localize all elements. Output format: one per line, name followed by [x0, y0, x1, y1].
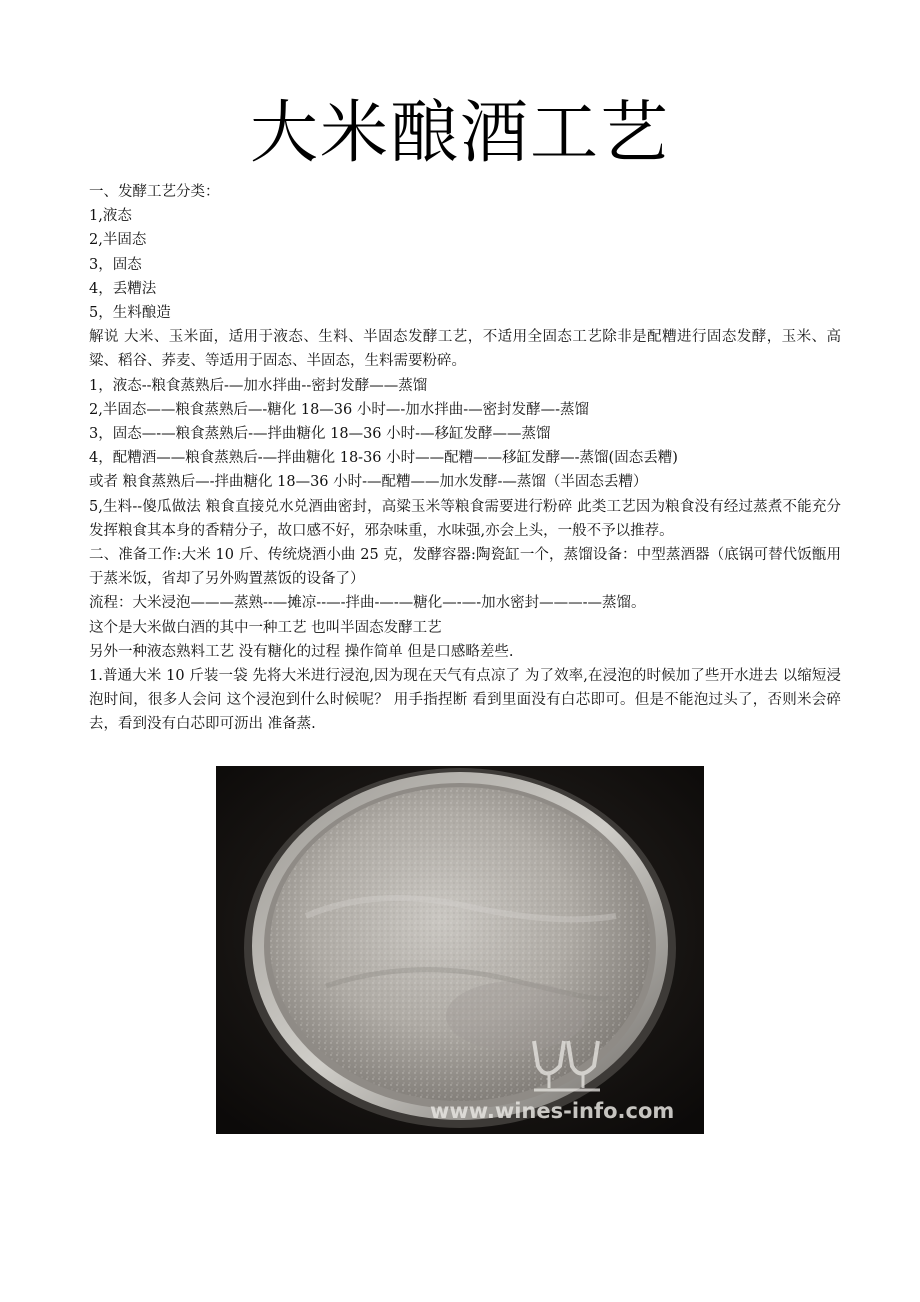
process-line: 或者 粮食蒸熟后—-拌曲糖化 18—36 小时-—配糟——加水发酵-—蒸馏（半固态丢糟）: [89, 474, 648, 491]
document-body: [89, 180, 841, 737]
raw-method-paragraph: 5,生料--傻瓜做法 粮食直接兑水兑酒曲密封，高粱玉米等粮食需要进行粉碎 此类工艺因为粮食没有经过蒸煮不能充分发挥粮食其本身的香精分子，故口感不好，邪杂味重，水味强,亦会上头，一般不予以推荐。: [89, 498, 841, 539]
process-line: 3，固态—-—粮食蒸熟后-—拌曲糖化 18—36 小时-—移缸发酵——蒸馏: [89, 426, 551, 443]
list-item: 3，固态: [89, 256, 142, 273]
process-line: 2,半固态——粮食蒸熟后—-糖化 18—36 小时—-加水拌曲-—密封发酵—-蒸馏: [89, 401, 590, 418]
list-item: 5，生料酿造: [89, 305, 171, 322]
note-line: 这个是大米做白酒的其中一种工艺 也叫半固态发酵工艺: [89, 619, 442, 636]
step-one-paragraph: 1.普通大米 10 斤装一袋 先将大米进行浸泡,因为现在天气有点凉了 为了效率,在浸泡的时候加了些开水进去 以缩短浸泡时间，很多人会问 这个浸泡到什么时候呢？ 用手指捏断 看到里面没有白芯即可。但是不能泡过头了，否则米会碎去，看到没有白芯即可沥出 准备蒸.: [89, 668, 841, 733]
list-item: 4，丢糟法: [89, 280, 157, 297]
list-item: 2,半固态: [89, 232, 147, 249]
process-line: 4，配糟酒——粮食蒸熟后-—拌曲糖化 18-36 小时——配糟——移缸发酵—-蒸馏(固态丢糟): [89, 450, 678, 467]
note-line: 另外一种液态熟料工艺 没有糖化的过程 操作简单 但是口感略差些.: [89, 643, 514, 660]
preparation-paragraph: 二、准备工作:大米 10 斤、传统烧酒小曲 25 克，发酵容器:陶瓷缸一个，蒸馏设备：中型蒸酒器（底锅可替代饭甑用于蒸米饭，省却了另外购置蒸饭的设备了）: [89, 547, 841, 588]
watermark-url: www.wines-info.com: [430, 1099, 675, 1123]
explanation-paragraph: 解说 大米、玉米面，适用于液态、生料、半固态发酵工艺，不适用全固态工艺除非是配糟进行固态发酵，玉米、高粱、稻谷、荞麦、等适用于固态、半固态，生料需要粉碎。: [89, 329, 841, 370]
workflow-line: 流程：大米浸泡———蒸熟--—摊凉--—-拌曲-—-—糖化—-—-加水密封———-—蒸馏。: [89, 595, 646, 612]
section-heading: 一、发酵工艺分类：: [89, 184, 220, 200]
document-title: 大米酿酒工艺: [249, 94, 670, 173]
process-line: 1，液态--粮食蒸熟后-—加水拌曲--密封发酵——蒸馏: [89, 377, 428, 394]
list-item: 1,液态: [89, 208, 132, 225]
soaked-rice-photo: [216, 766, 704, 1134]
